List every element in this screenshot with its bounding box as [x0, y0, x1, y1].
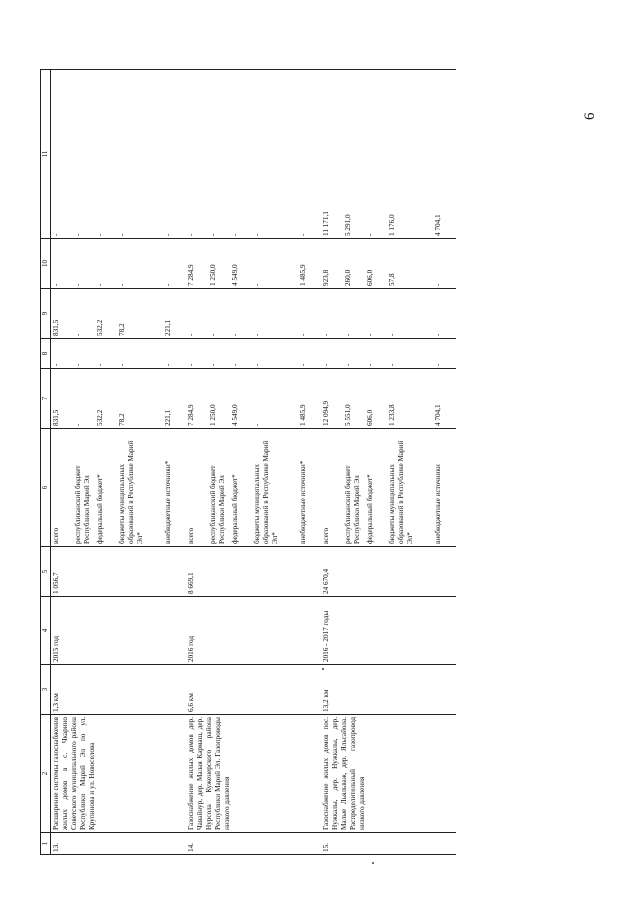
value: -: [209, 363, 217, 366]
value: 4 704,1: [434, 404, 442, 426]
value: 1 250,0: [209, 404, 217, 426]
col9-values: [321, 289, 456, 339]
value: -: [209, 233, 217, 236]
value: -: [231, 233, 239, 236]
value: -: [366, 333, 374, 336]
col10-values: [186, 239, 321, 289]
value: 221,1: [164, 409, 172, 426]
value: 532,2: [96, 409, 104, 426]
value: -: [74, 363, 82, 366]
value: -: [52, 363, 60, 366]
table-row: [321, 70, 456, 855]
object-period: 2016 - 2017 годы: [321, 597, 456, 665]
source-label: республиканский бюджет Республики Марий Эл: [344, 465, 361, 544]
value: 5 291,0: [344, 214, 352, 236]
value: -: [118, 283, 126, 286]
value: -: [299, 233, 307, 236]
value: -: [344, 363, 352, 366]
column-number: 2: [41, 715, 51, 833]
value: 7 284,9: [187, 264, 195, 286]
source-label: республиканский бюджет Республики Марий Эл: [74, 465, 91, 544]
funding-sources: [321, 429, 456, 547]
value: 78,2: [118, 413, 126, 426]
column-number: 11: [41, 70, 51, 239]
value: -: [118, 363, 126, 366]
col7-values: [321, 369, 456, 429]
row-number: 13.: [51, 833, 187, 855]
col8-values: [51, 339, 187, 369]
source-label: внебюджетные источники*: [299, 460, 307, 544]
col10-values: [321, 239, 456, 289]
value: -: [231, 363, 239, 366]
value: 1 250,0: [209, 264, 217, 286]
value: -: [299, 363, 307, 366]
value: -: [366, 363, 374, 366]
column-number: 6: [41, 429, 51, 547]
value: 831,5: [52, 409, 60, 426]
value: 923,8: [322, 269, 330, 286]
column-number-row: [41, 70, 51, 855]
column-number: 4: [41, 597, 51, 665]
col8-values: [321, 339, 456, 369]
source-label: федеральный бюджет*: [231, 474, 239, 544]
value: -: [52, 233, 60, 236]
value: -: [187, 363, 195, 366]
source-label: всего: [187, 527, 195, 544]
col9-values: [186, 289, 321, 339]
column-number: 8: [41, 339, 51, 369]
object-period: 2016 год: [186, 597, 321, 665]
value: 4 549,0: [231, 404, 239, 426]
value: -: [253, 283, 261, 286]
value: -: [231, 333, 239, 336]
value: -: [96, 363, 104, 366]
object-period: 2015 год: [51, 597, 187, 665]
col7-values: [51, 369, 187, 429]
value: -: [253, 333, 261, 336]
col9-values: [51, 289, 187, 339]
value: -: [434, 363, 442, 366]
value: 4 549,0: [231, 264, 239, 286]
value: 7 284,9: [187, 404, 195, 426]
column-number: 9: [41, 289, 51, 339]
value: -: [253, 423, 261, 426]
col11-values: [321, 70, 456, 239]
source-label: внебюджетные источники*: [164, 460, 172, 544]
value: -: [74, 423, 82, 426]
value: 1 485,9: [299, 404, 307, 426]
source-label: внебюджетные источники: [434, 464, 442, 544]
value: 831,5: [52, 319, 60, 336]
source-label: федеральный бюджет*: [366, 474, 374, 544]
value: -: [388, 363, 396, 366]
value: -: [52, 283, 60, 286]
value: 1 176,0: [388, 214, 396, 236]
col11-values: [51, 70, 187, 239]
object-name: Газоснабжение жилых домов дер. Чавайнур, дер. Малая Кармаш, дер. Нурсола Куженерского района Республики Марий Эл. Газопроводы низкого давления: [186, 715, 321, 833]
funding-sources: [51, 429, 187, 547]
source-label: федеральный бюджет*: [96, 474, 104, 544]
value: 532,2: [96, 319, 104, 336]
value: -: [164, 283, 172, 286]
value: 5 551,0: [344, 404, 352, 426]
program-table: [40, 69, 456, 855]
value: 1 233,8: [388, 404, 396, 426]
object-cost: 24 670,4: [321, 547, 456, 597]
value: -: [74, 333, 82, 336]
value: -: [187, 333, 195, 336]
value: -: [209, 333, 217, 336]
source-label: всего: [52, 527, 60, 544]
col10-values: [51, 239, 187, 289]
value: -: [344, 333, 352, 336]
value: 57,8: [388, 273, 396, 286]
value: -: [253, 233, 261, 236]
value: 260,0: [344, 269, 352, 286]
value: 606,0: [366, 269, 374, 286]
value: -: [164, 363, 172, 366]
object-cost: 1 056,7: [51, 547, 187, 597]
value: -: [96, 233, 104, 236]
column-number: 3: [41, 665, 51, 715]
value: -: [434, 333, 442, 336]
column-number: 1: [41, 833, 51, 855]
value: -: [96, 283, 104, 286]
value: 4 704,1: [434, 214, 442, 236]
value: -: [322, 333, 330, 336]
object-cost: 8 669,1: [186, 547, 321, 597]
row-number: 15.: [321, 833, 456, 855]
value: 78,2: [118, 323, 126, 336]
funding-sources: [186, 429, 321, 547]
value: -: [164, 233, 172, 236]
column-number: 5: [41, 547, 51, 597]
row-number: 14.: [186, 833, 321, 855]
object-length: 13,2 км: [321, 665, 456, 715]
col8-values: [186, 339, 321, 369]
object-length: 1,3 км: [51, 665, 187, 715]
source-label: всего: [322, 527, 330, 544]
value: 606,0: [366, 409, 374, 426]
value: -: [74, 233, 82, 236]
value: -: [434, 283, 442, 286]
value: -: [187, 233, 195, 236]
column-number: 10: [41, 239, 51, 289]
value: -: [74, 283, 82, 286]
value: -: [366, 233, 374, 236]
value: 12 094,9: [322, 400, 330, 426]
table-row: [186, 70, 321, 855]
scan-speck: [322, 668, 324, 670]
col11-values: [186, 70, 321, 239]
value: -: [118, 233, 126, 236]
page-number: 6: [582, 112, 598, 120]
value: -: [299, 333, 307, 336]
value: 11 171,1: [322, 211, 330, 236]
source-label: бюджеты муниципальных образований в Республике Марий Эл*: [388, 440, 414, 544]
value: -: [388, 333, 396, 336]
col7-values: [186, 369, 321, 429]
source-label: бюджеты муниципальных образований в Республике Марий Эл*: [253, 440, 279, 544]
scan-speck: [372, 862, 374, 864]
table-row: [51, 70, 187, 855]
value: 1 485,9: [299, 264, 307, 286]
source-label: республиканский бюджет Республики Марий Эл: [209, 465, 226, 544]
column-number: 7: [41, 369, 51, 429]
object-name: Газоснабжение жилых домов пос. Нужкалы, дер. Нужкалы, дер. Малые Льяльваж, дер. Яльсайола. Распределительный газопровод низкого давления: [321, 715, 456, 833]
object-length: 6,6 км: [186, 665, 321, 715]
source-label: бюджеты муниципальных образований в Республике Марий Эл*: [118, 440, 144, 544]
value: 221,1: [164, 319, 172, 336]
value: -: [253, 363, 261, 366]
object-name: Расширение системы газоснабжения жилых домов в с. Чкарино Советского муниципального района Республики Марий Эл по ул. Крупинова и ул. Новоселова: [51, 715, 187, 833]
value: -: [322, 363, 330, 366]
